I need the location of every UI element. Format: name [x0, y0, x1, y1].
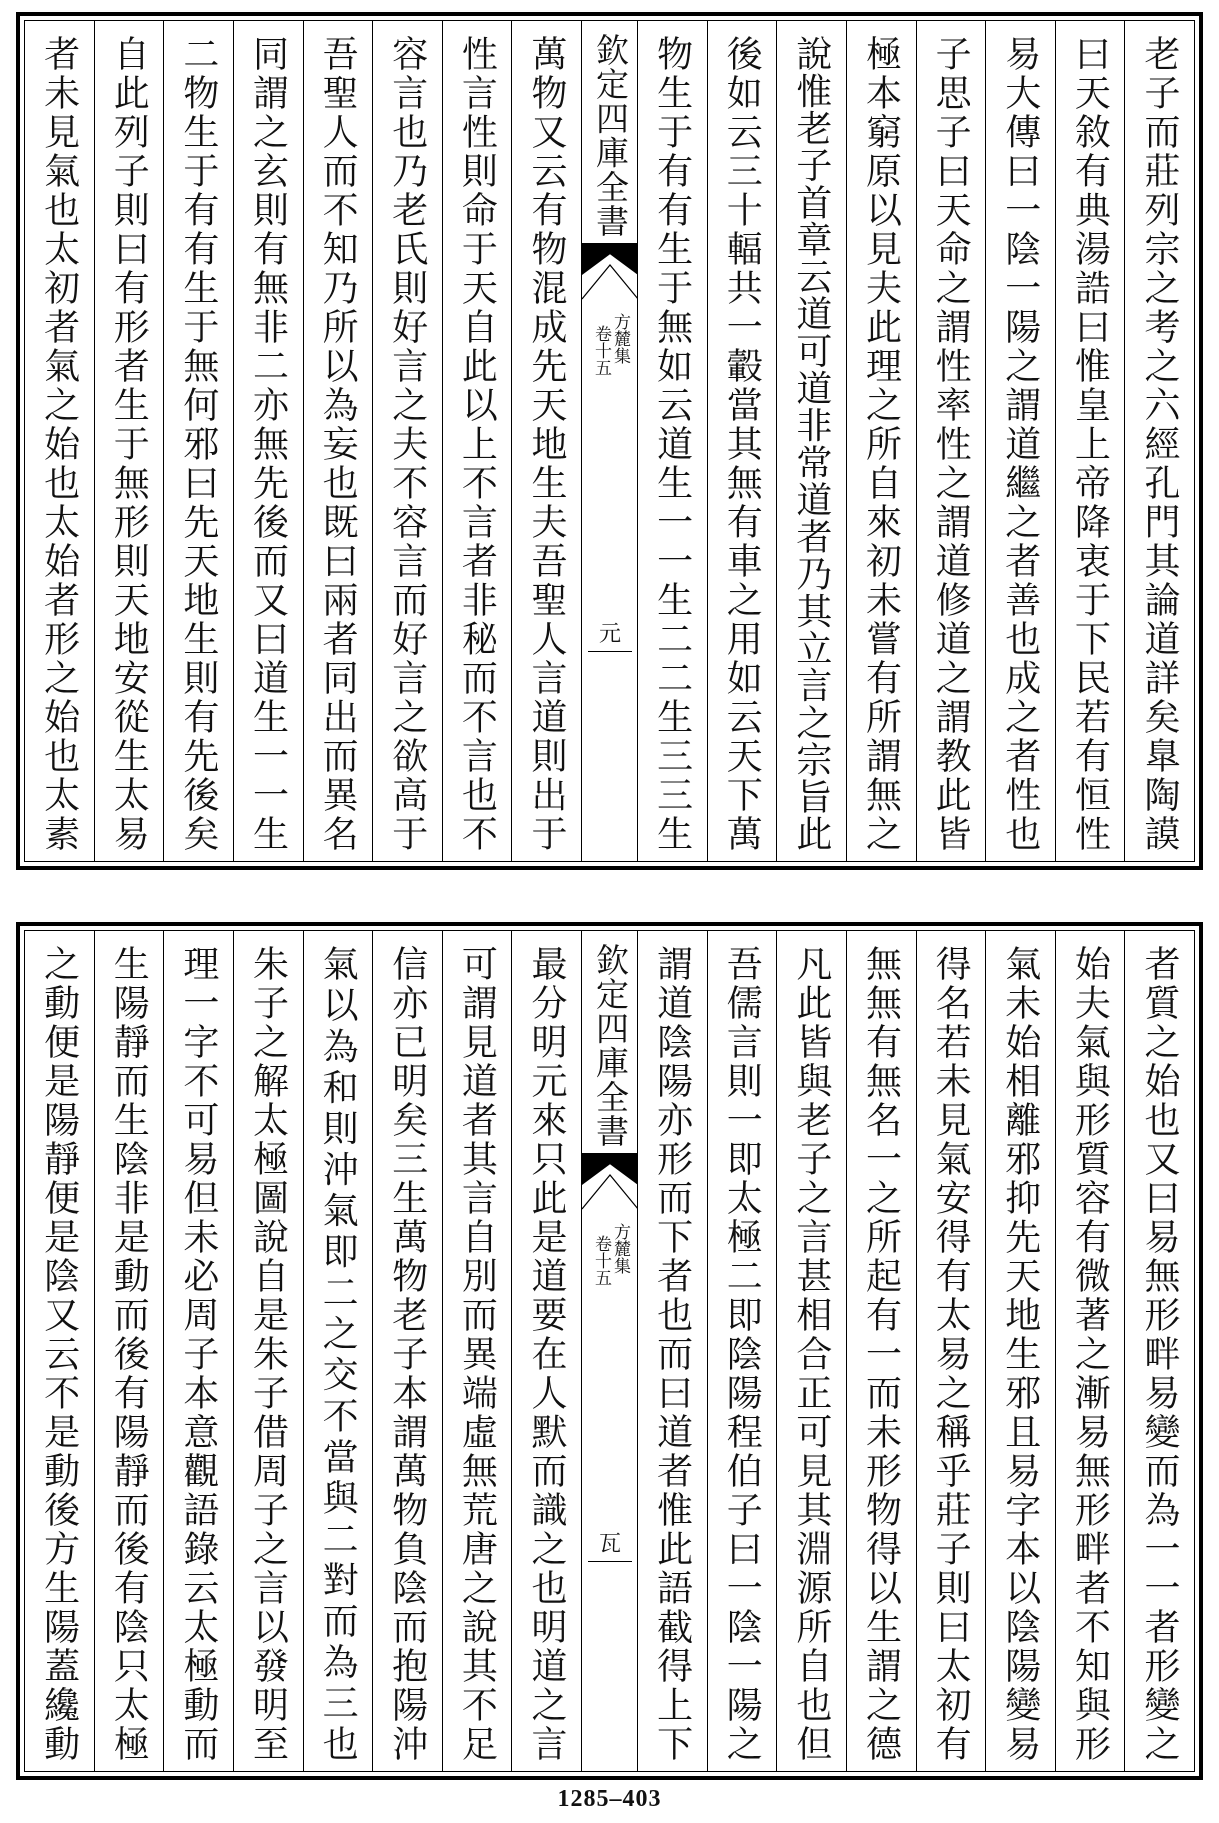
- text-column: 老子而莊列宗之考之六經孔門其論道詳矣臯陶謨: [1124, 21, 1194, 861]
- center-banner: [581, 931, 637, 1771]
- text-column: 氣未始相離邪抑先天地生邪且易字本以陰陽變易: [985, 931, 1055, 1771]
- text-column: 者質之始也又曰易無形畔易變而為一一者形變之: [1124, 931, 1194, 1771]
- text-column: 極本窮原以見夫此理之所自來初未嘗有所謂無之: [846, 21, 916, 861]
- page-bottom-frame: [24, 930, 1195, 1772]
- text-column: 氣以為和則沖氣即二之交不當與二對而為三也: [303, 931, 373, 1771]
- text-column: 朱子之解太極圖說自是朱子借周子之言以發明至: [233, 931, 303, 1771]
- text-column: 可謂見道者其言自別而異端虛無荒唐之說其不足: [442, 931, 512, 1771]
- banner-book-title: 方麓集: [610, 313, 630, 364]
- page-footer-number: 1285–403: [557, 1786, 662, 1812]
- text-column: 謂道陰陽亦形而下者也而曰道者惟此語截得上下: [637, 931, 707, 1771]
- text-column: 凡此皆與老子之言甚相合正可見其淵源所自也但: [776, 931, 846, 1771]
- text-column: 者未見氣也太初者氣之始也太始者形之始也太素: [38, 35, 80, 851]
- page-bottom: [16, 922, 1203, 1780]
- text-column: 二物生于有有生于無何邪曰先天地生則有先後矣: [163, 21, 233, 861]
- text-column: 容言也乃老氏則好言之夫不容言而好言之欲高于: [372, 21, 442, 861]
- banner-juan: 卷十五: [591, 1235, 611, 1286]
- text-column: 同謂之玄則有無非二亦無先後而又曰道生一一生: [233, 21, 303, 861]
- text-column: 萬物又云有物混成先天地生夫吾聖人言道則出于: [511, 21, 581, 861]
- text-column: 無無有無名一之所起有一而未形物得以生謂之德: [846, 931, 916, 1771]
- text-column: 生陽靜而生陰非是動而後有陽靜而後有陰只太極: [94, 931, 164, 1771]
- page-top-frame: [24, 20, 1195, 862]
- text-column: 曰天敘有典湯誥曰惟皇上帝降衷于下民若有恒性: [1055, 21, 1125, 861]
- text-column: 後如云三十輻共一轂當其無有車之用如云天下萬: [707, 21, 777, 861]
- text-column: 自此列子則曰有形者生于無形則天地安從生太易: [94, 21, 164, 861]
- text-column: 性言性則命于天自此以上不言者非秘而不言也不: [442, 21, 512, 861]
- text-column: 得名若未見氣安得有太易之稱乎莊子則曰太初有: [916, 931, 986, 1771]
- text-column: 說惟老子首章云道可道非常道者乃其立言之宗旨此: [776, 21, 846, 861]
- text-column: 吾儒言則一即太極二即陰陽程伯子曰一陰一陽之: [707, 931, 777, 1771]
- fish-tail-outline: [582, 261, 638, 301]
- banner-title: 欽定四庫全書: [591, 33, 630, 237]
- text-column: 信亦已明矣三生萬物老子本謂萬物負陰而抱陽沖: [372, 931, 442, 1771]
- text-column: 最分明元來只此是道要在人默而識之也明道之言: [511, 931, 581, 1771]
- text-column: 易大傳曰一陰一陽之謂道繼之者善也成之者性也: [985, 21, 1055, 861]
- page-top: [16, 12, 1203, 870]
- banner-title: 欽定四庫全書: [591, 943, 630, 1147]
- folio-rule: [588, 651, 632, 652]
- folio-number: 元: [598, 622, 621, 647]
- folio-rule: [588, 1561, 632, 1562]
- text-column: 理一字不可易但未必周子本意觀語錄云太極動而: [163, 931, 233, 1771]
- text-column: 吾聖人而不知乃所以為妄也既曰兩者同出而異名: [303, 21, 373, 861]
- text-column: 物生于有有生于無如云道生一一生二二生三三生: [637, 21, 707, 861]
- folio-number: 瓦: [598, 1532, 621, 1557]
- fish-tail-outline: [582, 1171, 638, 1211]
- center-banner: [581, 21, 637, 861]
- banner-book-title: 方麓集: [610, 1223, 630, 1274]
- text-column: 之動便是陽靜便是陰又云不是動後方生陽蓋纔動: [38, 945, 80, 1761]
- text-column: 始夫氣與形質容有微著之漸易無形畔者不知與形: [1055, 931, 1125, 1771]
- banner-juan: 卷十五: [591, 325, 611, 376]
- text-column: 子思子曰天命之謂性率性之謂道修道之謂教此皆: [916, 21, 986, 861]
